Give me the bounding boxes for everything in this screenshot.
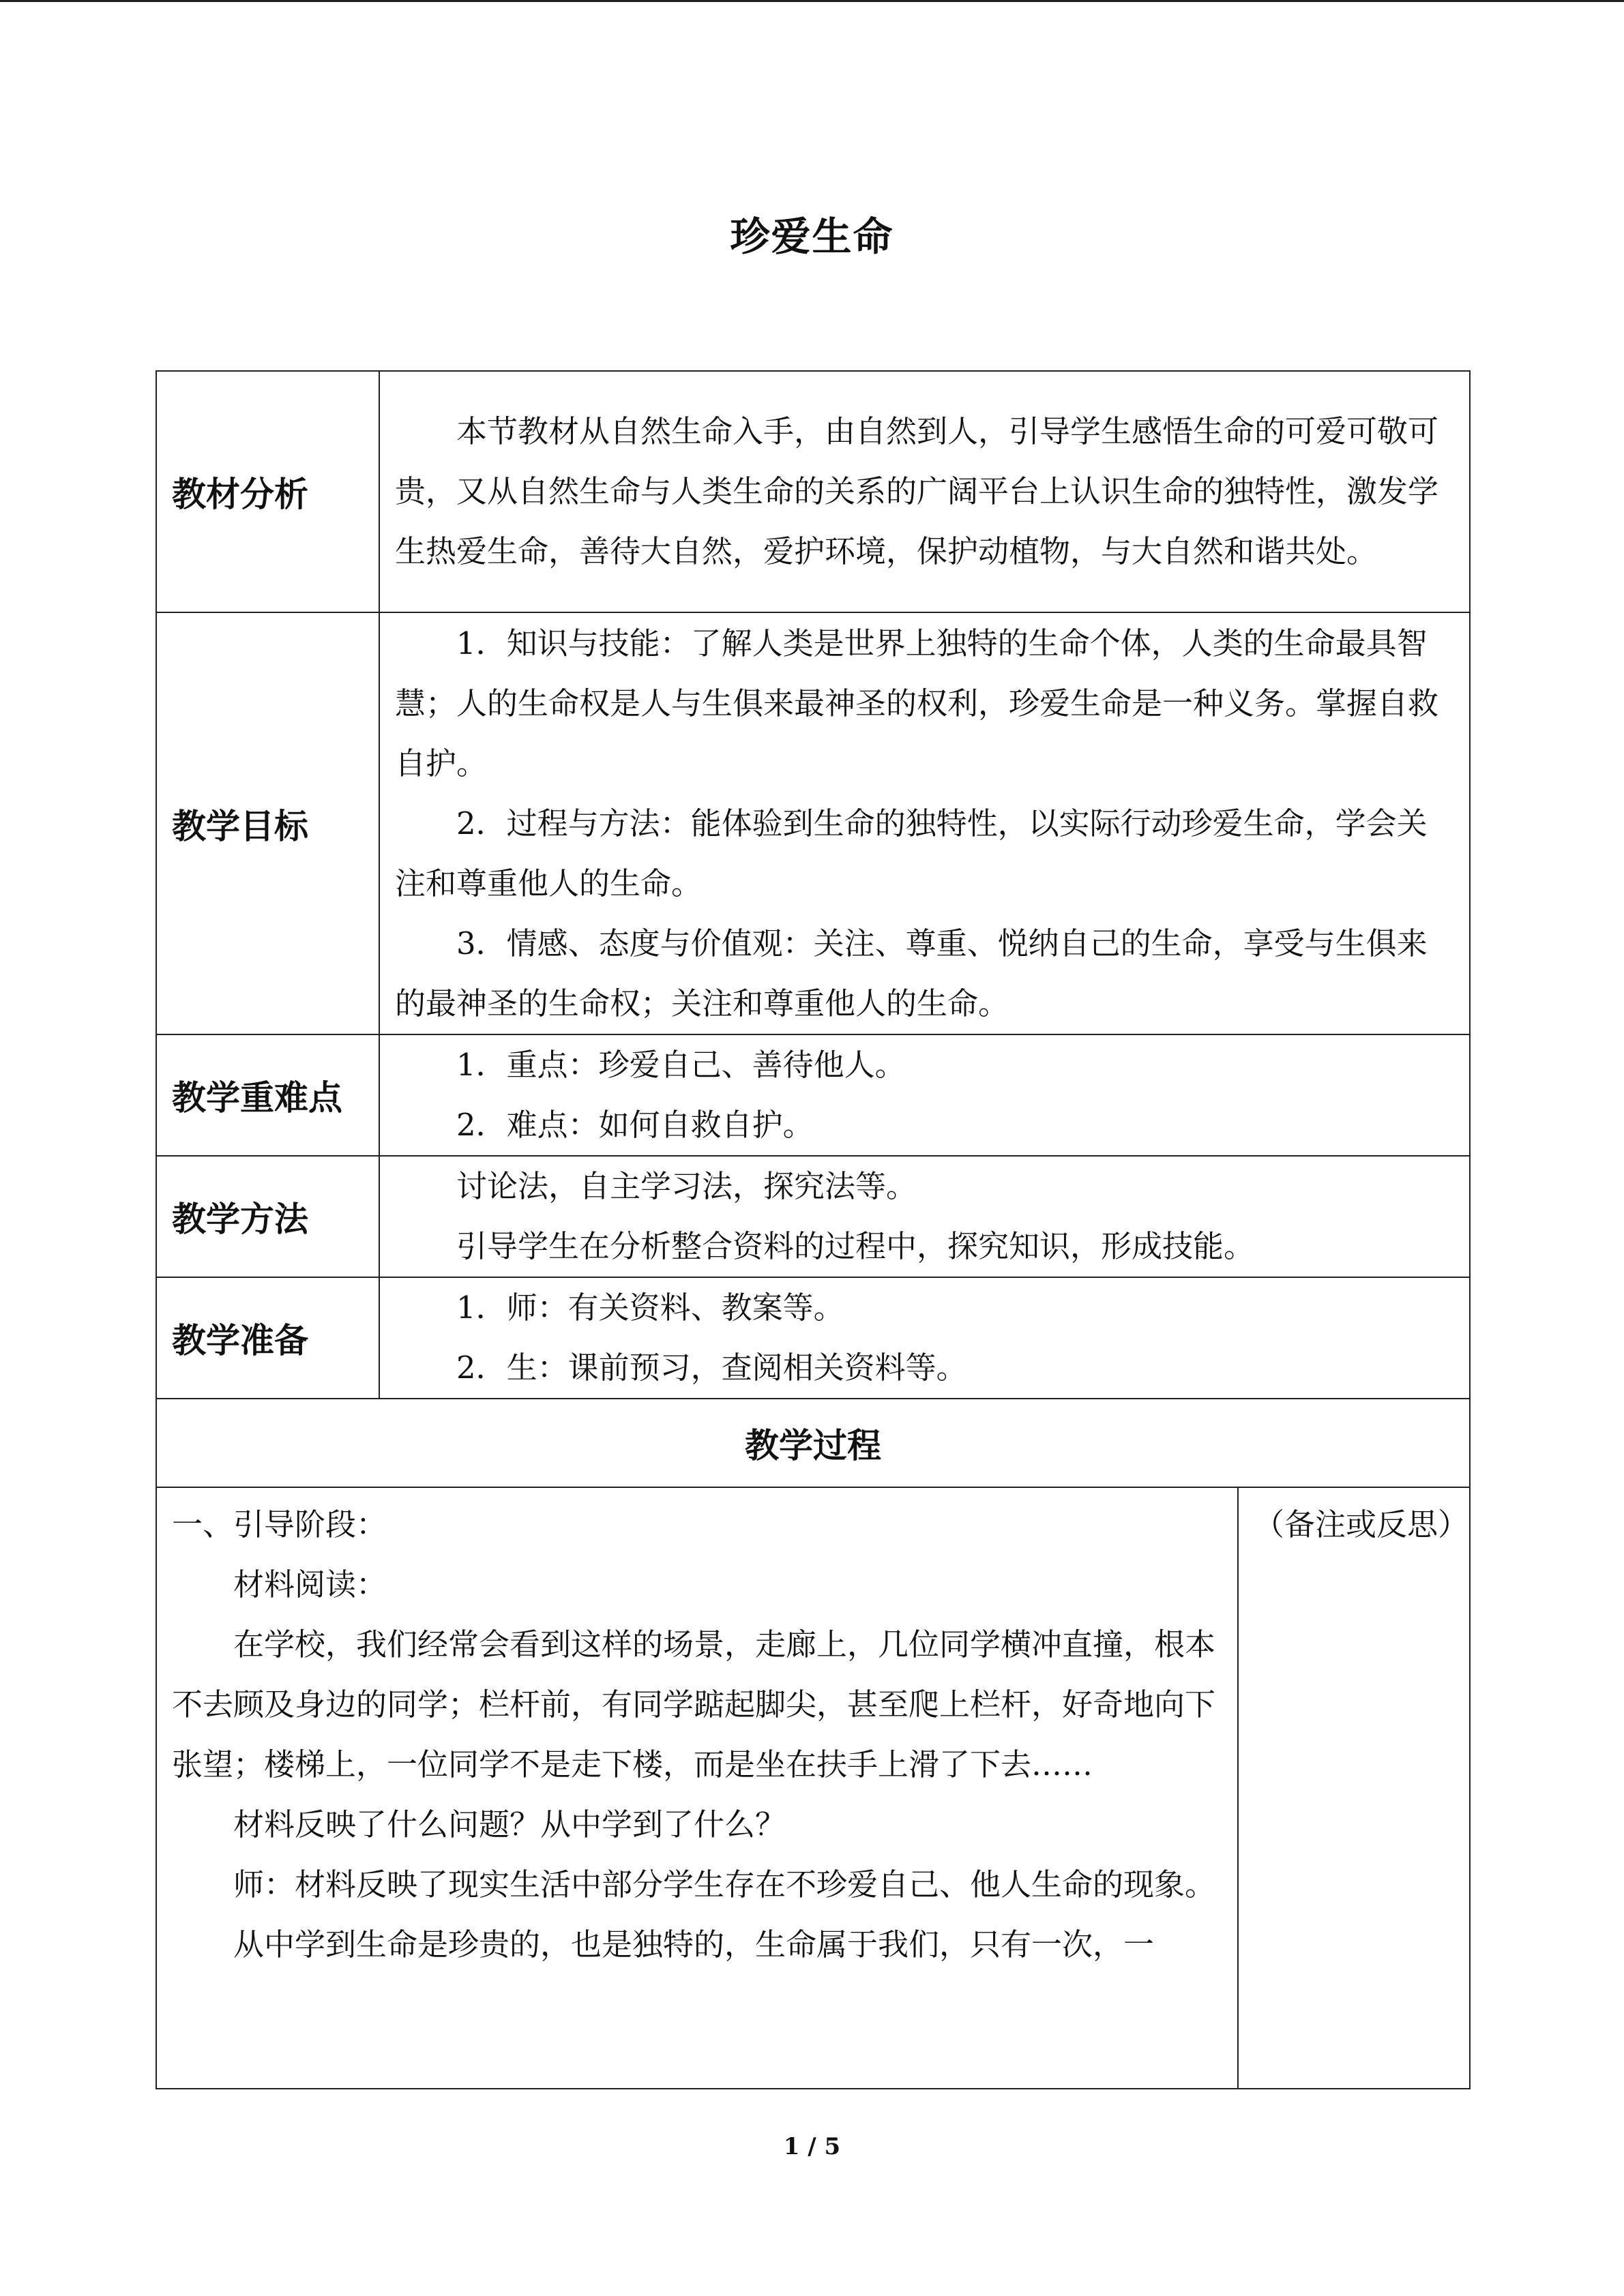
row-keypoints: [156, 1034, 1470, 1156]
content-methods: [379, 1156, 1470, 1277]
row-preparation: [156, 1277, 1470, 1399]
process-paragraph: 在学校，我们经常会看到这样的场景，走廊上，几位同学横冲直撞，根本不去顾及身边的同学；栏杆前，有同学踮起脚尖，甚至爬上栏杆，好奇地向下张望；楼梯上，一位同学不是走下楼，而是坐在扶手上滑了下去……: [172, 1626, 1216, 1783]
process-remark: （备注或反思）: [1238, 1487, 1470, 2089]
preparation-item: 2．生：课前预习，查阅相关资料等。: [456, 1350, 967, 1386]
process-stage: 一、引导阶段：: [172, 1506, 387, 1542]
process-paragraph: 材料反映了什么问题？从中学到了什么？: [233, 1806, 786, 1843]
row-methods: [156, 1156, 1470, 1277]
label-keypoints: 教学重难点: [156, 1034, 379, 1156]
method-item: 引导学生在分析整合资料的过程中，探究知识，形成技能。: [456, 1228, 1255, 1264]
content-preparation: [379, 1277, 1470, 1399]
process-heading: 教学过程: [156, 1399, 1470, 1487]
method-item: 讨论法，自主学习法，探究法等。: [456, 1168, 917, 1204]
objective-item: 2．过程与方法：能体验到生命的独特性，以实际行动珍爱生命，学会关注和尊重他人的生命。: [395, 805, 1428, 901]
page-number: 1 / 5: [783, 2133, 841, 2160]
lesson-plan-table: [156, 370, 1471, 2089]
label-preparation: 教学准备: [156, 1277, 379, 1399]
label-methods: 教学方法: [156, 1156, 379, 1277]
content-material: [379, 371, 1470, 612]
process-paragraph: 师：材料反映了现实生活中部分学生存在不珍爱自己、他人生命的现象。: [233, 1866, 1216, 1903]
keypoint-item: 1．重点：珍爱自己、善待他人。: [456, 1047, 906, 1083]
content-keypoints: [379, 1034, 1470, 1156]
label-material: 教材分析: [156, 371, 379, 612]
page-title: 珍爱生命: [730, 213, 894, 260]
process-material-label: 材料阅读：: [233, 1566, 387, 1602]
objective-item: 3．情感、态度与价值观：关注、尊重、悦纳自己的生命，享受与生俱来的最神圣的生命权；关注和尊重他人的生命。: [395, 925, 1428, 1022]
material-text: 本节教材从自然生命入手，由自然到人，引导学生感悟生命的可爱可敬可贵，又从自然生命与人类生命的关系的广阔平台上认识生命的独特性，激发学生热爱生命，善待大自然，爱护环境，保护动植物，与大自然和谐共处。: [395, 413, 1439, 569]
process-content: [156, 1487, 1238, 2089]
preparation-item: 1．师：有关资料、教案等。: [456, 1289, 844, 1326]
row-process-body: [156, 1487, 1470, 2089]
row-objectives: [156, 612, 1470, 1034]
top-border: [0, 0, 1624, 2]
keypoint-item: 2．难点：如何自救自护。: [456, 1107, 814, 1143]
content-objectives: [379, 612, 1470, 1034]
row-process-heading: [156, 1399, 1470, 1487]
label-objectives: 教学目标: [156, 612, 379, 1034]
process-paragraph: 从中学到生命是珍贵的，也是独特的，生命属于我们，只有一次，一: [233, 1926, 1155, 1963]
objective-item: 1．知识与技能：了解人类是世界上独特的生命个体，人类的生命最具智慧；人的生命权是人与生俱来最神圣的权利，珍爱生命是一种义务。掌握自救自护。: [395, 625, 1439, 781]
row-material: [156, 371, 1470, 612]
